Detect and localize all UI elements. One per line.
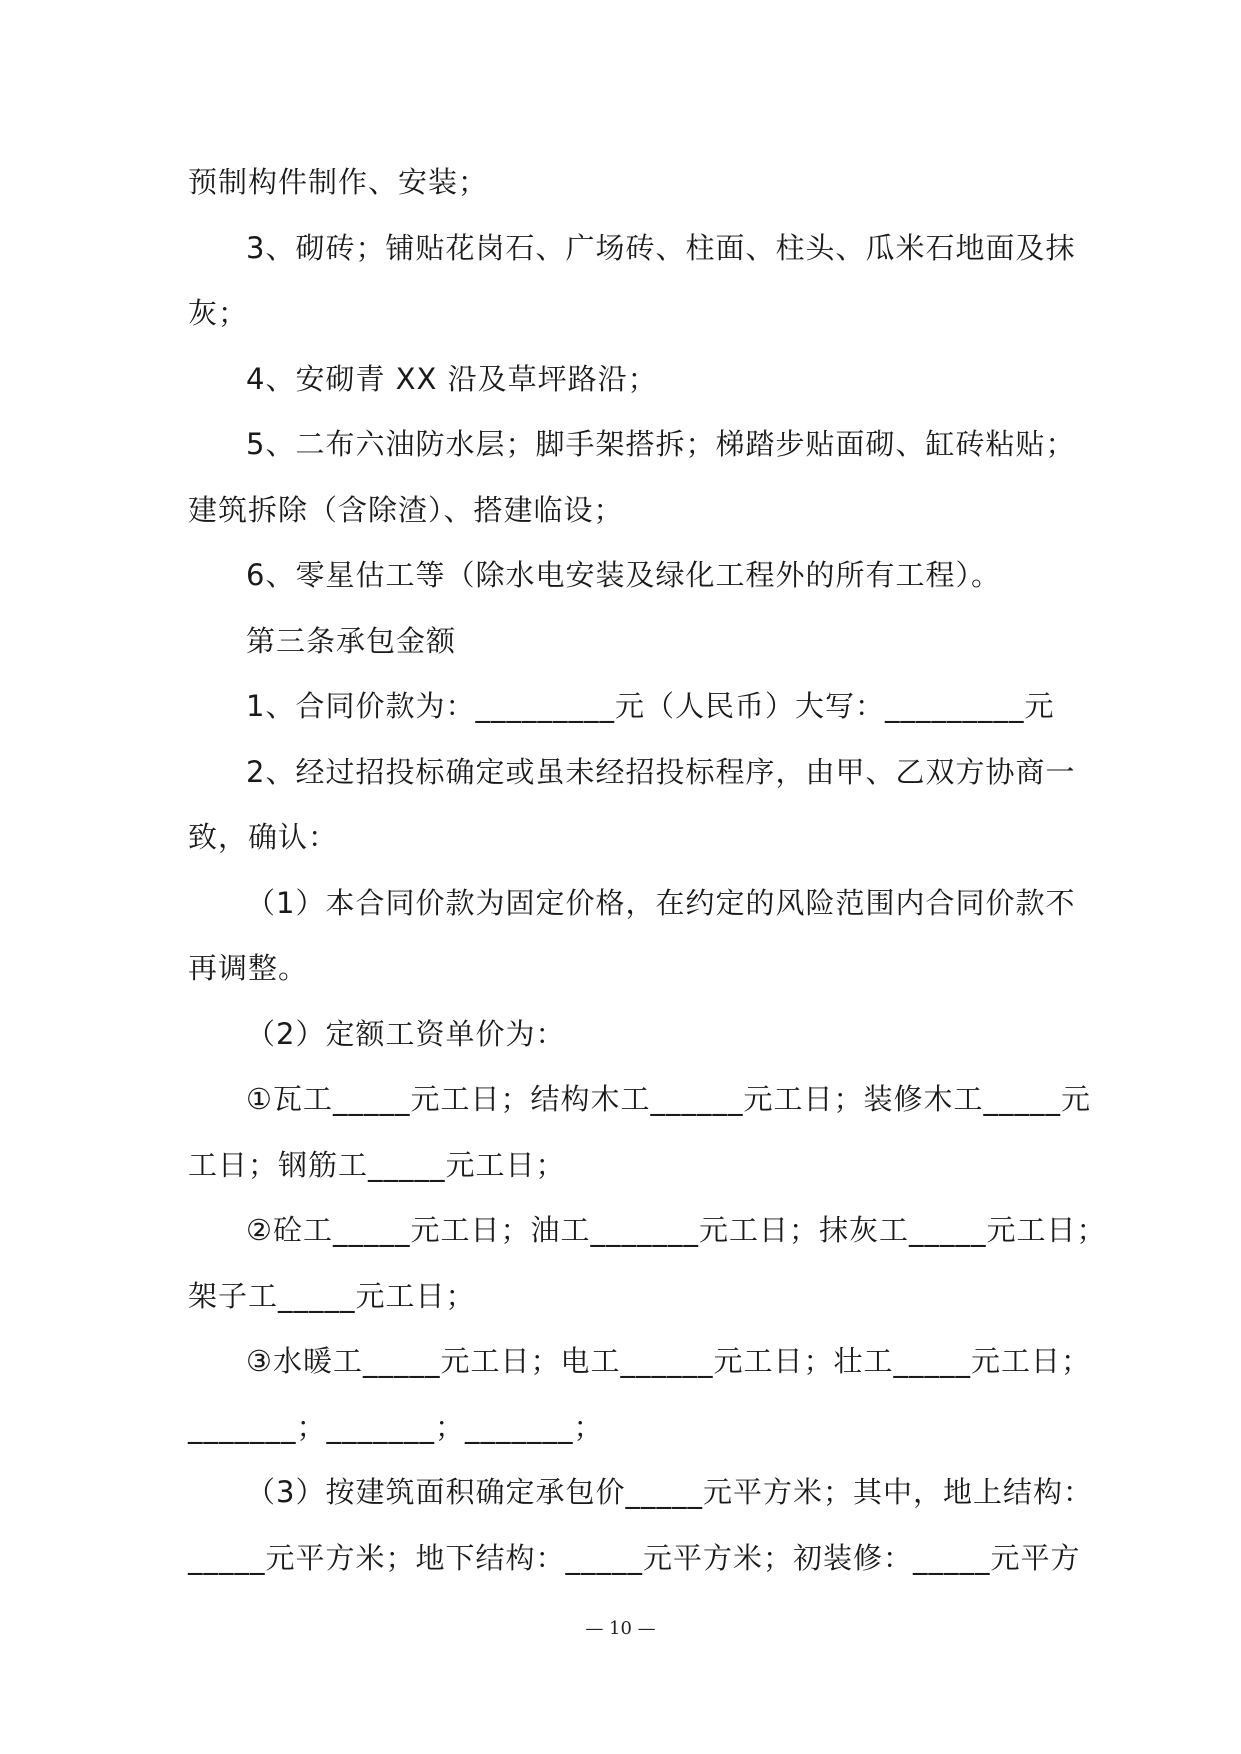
text-line: ①瓦工_____元工日；结构木工______元工日；装修木工_____元 (246, 1082, 1091, 1116)
text-line: 架子工_____元工日； (188, 1279, 476, 1313)
text-line: 预制构件制作、安装； (188, 165, 489, 199)
text-line: ②砼工_____元工日；油工_______元工日；抹灰工_____元工日； (246, 1213, 1107, 1247)
page-number: — 10 — (585, 1618, 656, 1639)
text-line: （1）本合同价款为固定价格，在约定的风险范围内合同价款不 (246, 886, 1076, 920)
text-line: （2）定额工资单价为： (246, 1017, 566, 1051)
text-line: 6、零星估工等（除水电安装及绿化工程外的所有工程）。 (246, 558, 1001, 592)
text-line: 2、经过招投标确定或虽未经招投标程序，由甲、乙双方协商一 (246, 755, 1076, 789)
text-line: 1、合同价款为：_________元（人民币）大写：_________元 (246, 689, 1055, 723)
text-line: _______；_______；_______； (188, 1410, 604, 1444)
text-line: ③水暖工_____元工日；电工______元工日；壮工_____元工日； (246, 1344, 1091, 1378)
text-line: _____元平方米；地下结构：_____元平方米；初装修：_____元平方 (188, 1541, 1081, 1575)
text-line: 灰； (188, 296, 249, 330)
text-line: 工日；钢筋工_____元工日； (188, 1148, 566, 1182)
text-line: 建筑拆除（含除渣）、搭建临设； (188, 493, 624, 527)
text-line: 3、砌砖；铺贴花岗石、广场砖、柱面、柱头、瓜米石地面及抹 (246, 231, 1076, 265)
text-line: 5、二布六油防水层；脚手架搭拆；梯踏步贴面砌、缸砖粘贴； (246, 427, 1076, 461)
text-line: 再调整。 (188, 951, 309, 985)
text-line: 致，确认： (188, 820, 339, 854)
section-heading: 第三条承包金额 (246, 624, 457, 658)
text-line: 4、安砌青 XX 沿及草坪路沿； (246, 362, 658, 396)
text-line: （3）按建筑面积确定承包价_____元平方米；其中，地上结构： (246, 1475, 1093, 1509)
